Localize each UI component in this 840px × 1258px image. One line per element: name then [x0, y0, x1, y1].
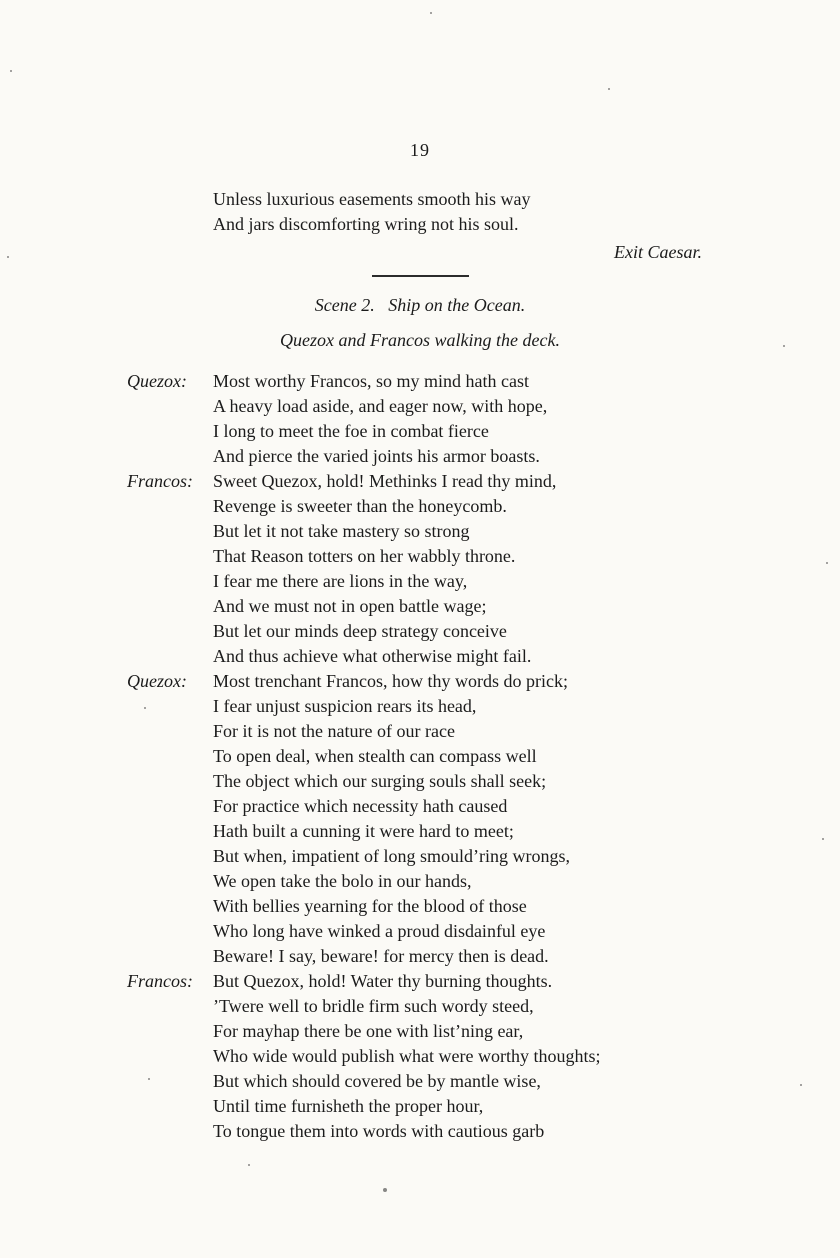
speech-block	[0, 969, 840, 1144]
stage-direction: Quezox and Francos walking the deck.	[280, 330, 560, 350]
dialogue-line: The object which our surging souls shall seek;	[213, 771, 547, 791]
dialogue-line: A heavy load aside, and eager now, with hope,	[213, 396, 548, 416]
dialogue-line: I long to meet the foe in combat fierce	[213, 421, 489, 441]
speaker-label: Quezox:	[127, 671, 187, 691]
exit-stage-direction: Exit Caesar.	[614, 242, 702, 262]
page-number: 19	[410, 140, 430, 160]
scan-speckle	[10, 70, 12, 72]
dialogue-line: Beware! I say, beware! for mercy then is dead.	[213, 946, 549, 966]
dialogue-line: And we must not in open battle wage;	[213, 596, 487, 616]
dialogue-line: For mayhap there be one with list’ning ear,	[213, 1021, 524, 1041]
dialogue-line: Revenge is sweeter than the honeycomb.	[213, 496, 507, 516]
dialogue-line: Hath built a cunning it were hard to meet;	[213, 821, 514, 841]
dialogue-line: To tongue them into words with cautious garb	[213, 1121, 545, 1141]
verse-line: Unless luxurious easements smooth his way	[213, 189, 531, 209]
scan-speckle	[248, 1164, 250, 1166]
dialogue-line: For practice which necessity hath caused	[213, 796, 508, 816]
scan-speckle	[783, 345, 785, 347]
scan-speckle	[800, 1084, 802, 1086]
dialogue-line: Most worthy Francos, so my mind hath cast	[213, 371, 529, 391]
dialogue-line: And thus achieve what otherwise might fail.	[213, 646, 532, 666]
speech-block	[0, 469, 840, 669]
scan-speckle	[148, 1078, 150, 1080]
verse-line: And jars discomforting wring not his soul.	[213, 214, 519, 234]
dialogue-line: For it is not the nature of our race	[213, 721, 455, 741]
scene-divider-rule	[372, 275, 469, 277]
dialogue-line: We open take the bolo in our hands,	[213, 871, 472, 891]
dialogue-line: I fear unjust suspicion rears its head,	[213, 696, 477, 716]
speech-lines	[213, 469, 840, 669]
dialogue-line: To open deal, when stealth can compass well	[213, 746, 537, 766]
speaker-label: Francos:	[127, 971, 193, 991]
scan-speckle	[430, 12, 432, 14]
dialogue-line: But when, impatient of long smould’ring wrongs,	[213, 846, 570, 866]
speech-block	[0, 369, 840, 469]
dialogue-line: That Reason totters on her wabbly throne.	[213, 546, 516, 566]
speech-lines	[213, 969, 840, 1144]
dialogue-line: Sweet Quezox, hold! Methinks I read thy mind,	[213, 471, 557, 491]
scan-speckle	[826, 562, 828, 564]
dialogue-line: Until time furnisheth the proper hour,	[213, 1096, 484, 1116]
dialogue-line: With bellies yearning for the blood of those	[213, 896, 527, 916]
scan-speckle	[608, 88, 610, 90]
speech-lines	[213, 669, 840, 969]
dialogue-line: ’Twere well to bridle firm such wordy steed,	[213, 996, 534, 1016]
dialogue-line: Who wide would publish what were worthy thoughts;	[213, 1046, 601, 1066]
dialogue	[0, 369, 840, 1144]
speaker-label: Francos:	[127, 471, 193, 491]
speech-block	[0, 669, 840, 969]
scan-speckle	[383, 1188, 387, 1192]
dialogue-line: Most trenchant Francos, how thy words do prick;	[213, 671, 568, 691]
scan-speckle	[144, 707, 146, 709]
speech-lines	[213, 369, 840, 469]
dialogue-line: But let our minds deep strategy conceive	[213, 621, 507, 641]
dialogue-line: Who long have winked a proud disdainful eye	[213, 921, 546, 941]
scan-speckle	[822, 838, 824, 840]
dialogue-line: But Quezox, hold! Water thy burning thoughts.	[213, 971, 553, 991]
scene-heading: Scene 2. Ship on the Ocean.	[314, 295, 526, 315]
speaker-label: Quezox:	[127, 371, 187, 391]
dialogue-line: But let it not take mastery so strong	[213, 521, 470, 541]
dialogue-line: I fear me there are lions in the way,	[213, 571, 468, 591]
dialogue-line: And pierce the varied joints his armor boasts.	[213, 446, 540, 466]
scan-speckle	[7, 256, 9, 258]
dialogue-line: But which should covered be by mantle wise,	[213, 1071, 541, 1091]
opening-lines	[213, 187, 840, 237]
